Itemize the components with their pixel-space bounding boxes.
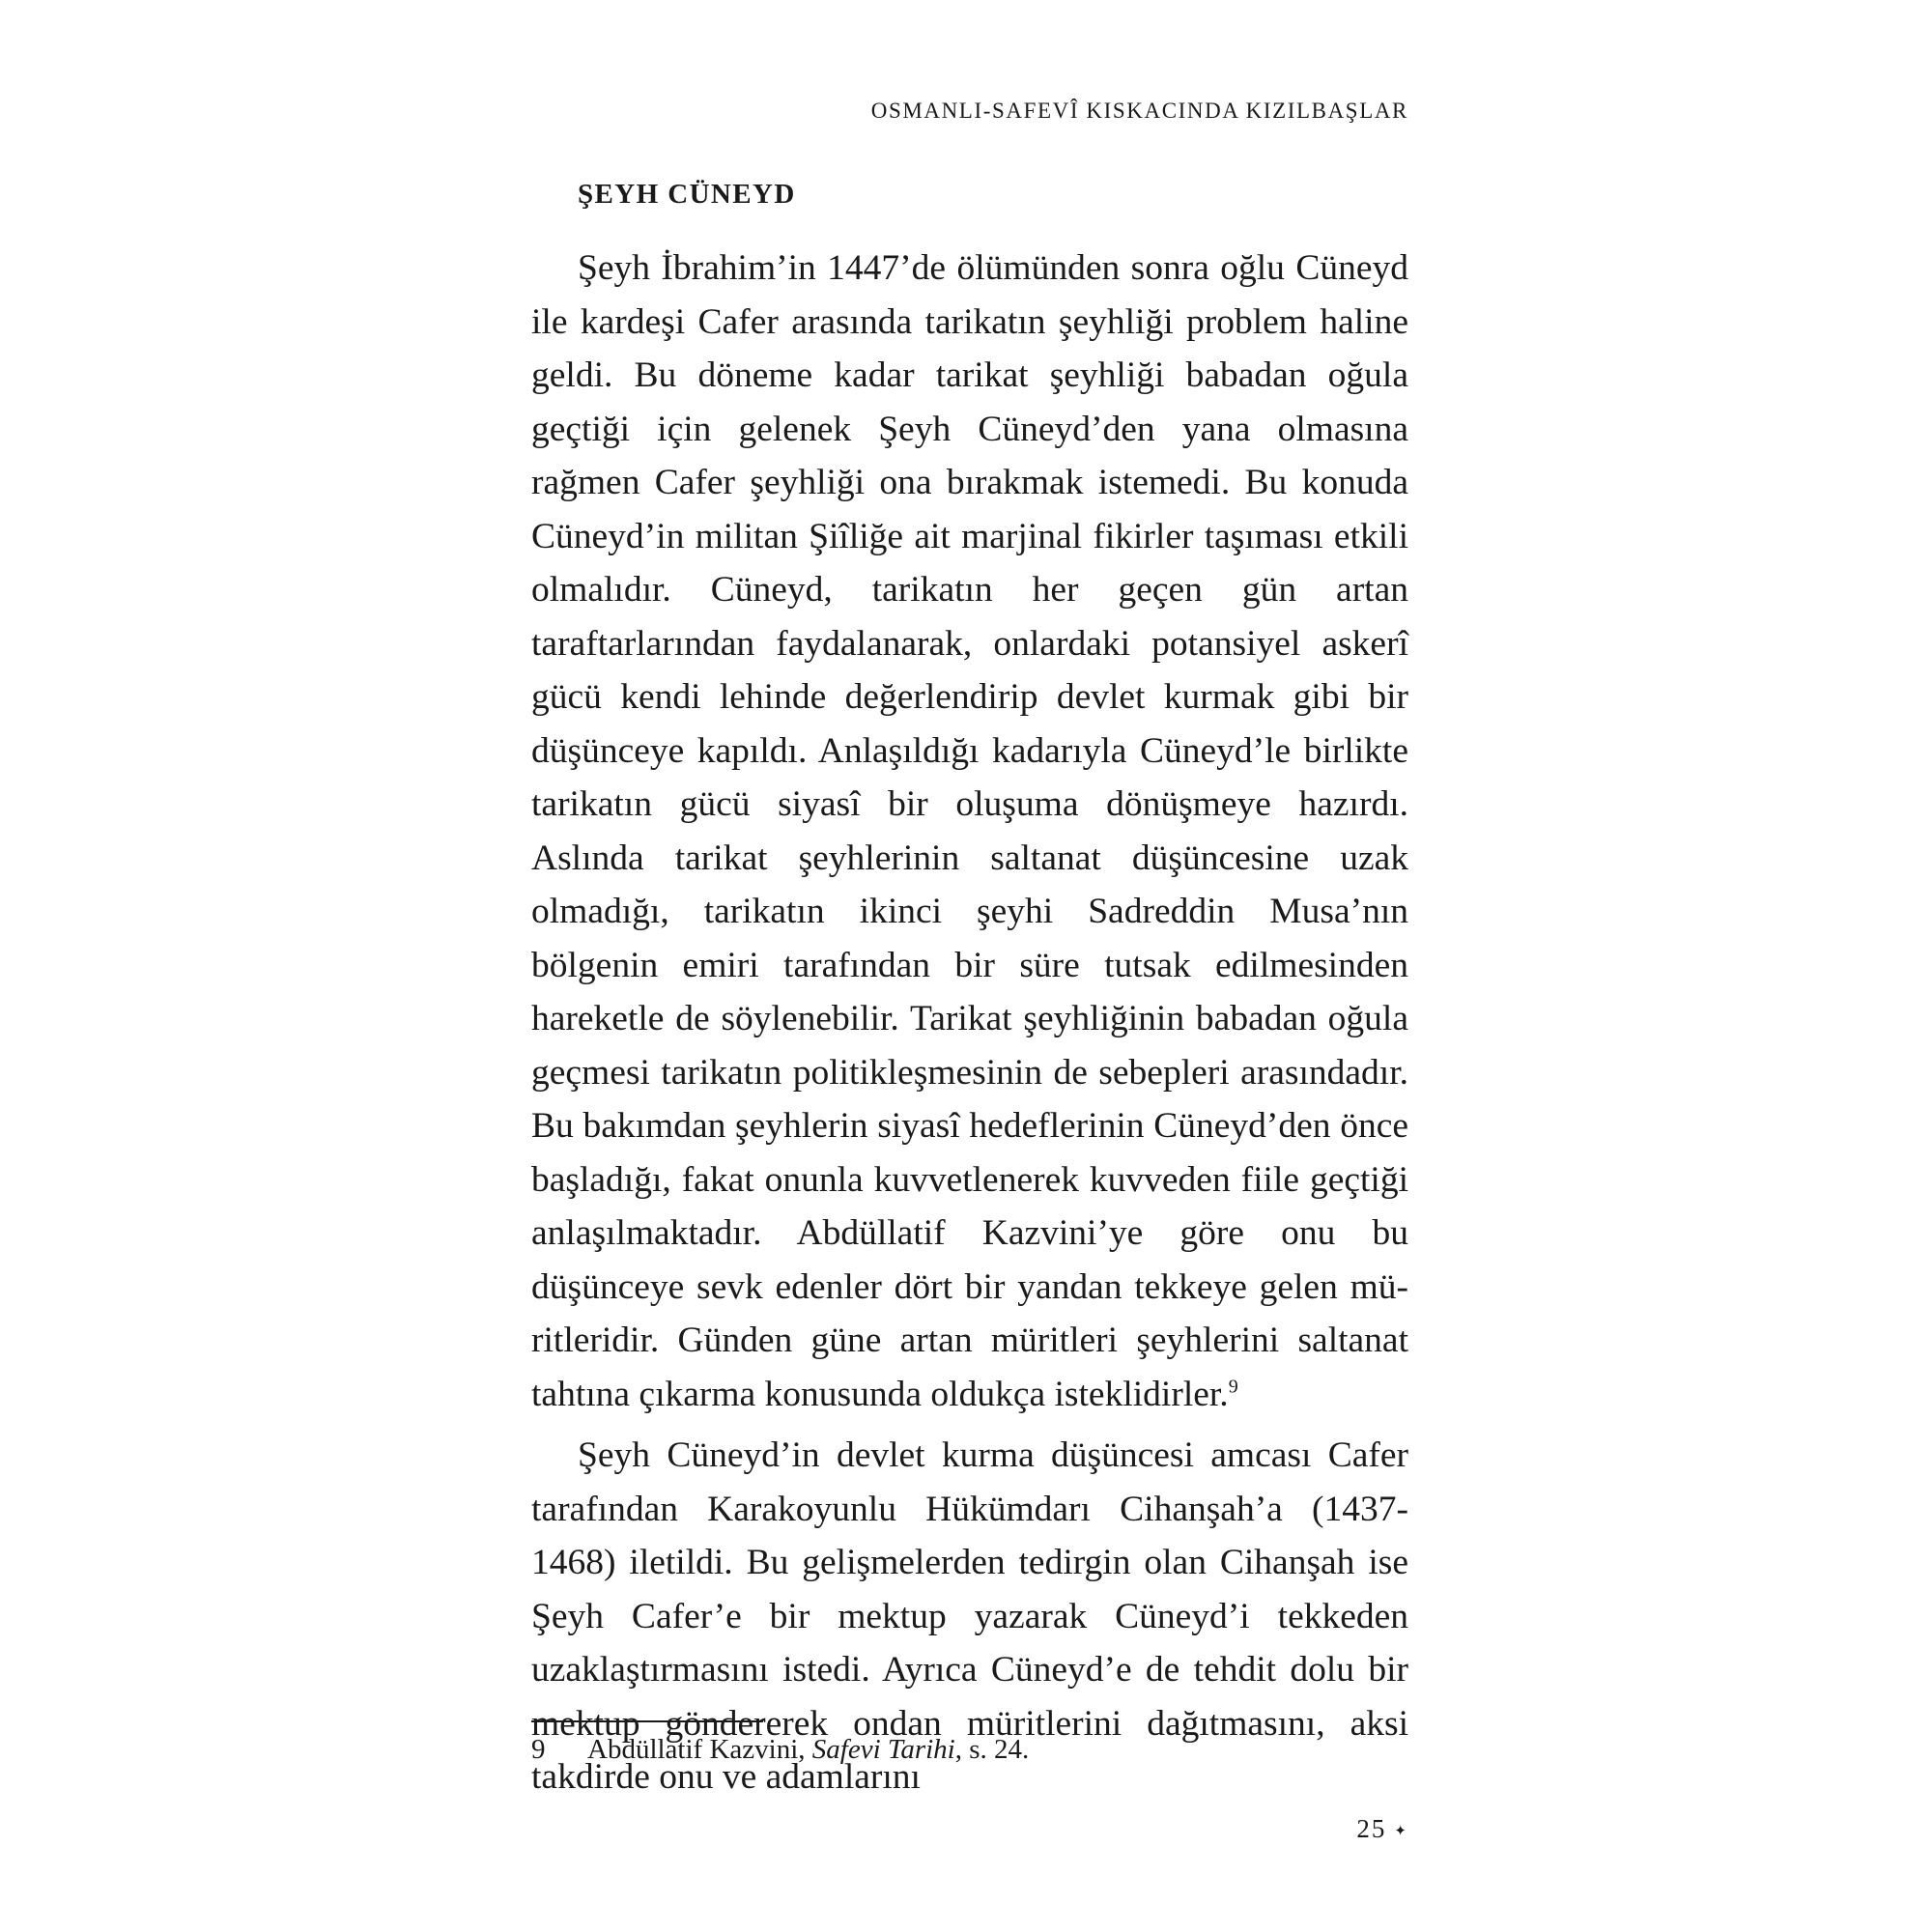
paragraph-2-text: Şeyh Cüneyd’in devlet kurma düşüncesi amcası Cafer tarafından Karakoyunlu Hükümdarı Cihanşah’a (1437-1468) iletildi. Bu gelişmelerden tedirgin olan Cihanşah ise Şeyh Cafer’e bir mektup yazarak Cüneyd’i tekkeden uzaklaştırmasını istedi. Ayrıca Cüneyd’e de tehdit dolu bir mektup göndererek ondan müritlerini dağıtmasını, aksi takdirde onu ve adamlarını: [531, 1435, 1408, 1797]
footnote: [531, 1730, 1408, 1769]
footnote-number: 9: [531, 1734, 546, 1765]
footnote-author: Abdüllatif Kazvini,: [587, 1734, 806, 1765]
footnote-divider: [531, 1720, 763, 1722]
section-heading: ŞEYH CÜNEYD: [578, 179, 796, 210]
footnote-title: Safevi Tarihi: [811, 1734, 955, 1765]
footnote-page: , s. 24.: [954, 1734, 1030, 1765]
page-number: [1356, 1812, 1408, 1848]
paragraph-1: [531, 242, 1408, 1421]
ornament-icon: ✦: [1394, 1824, 1408, 1839]
page-number-value: 25: [1356, 1814, 1387, 1843]
body-text: [531, 242, 1408, 1804]
footnote-reference[interactable]: 9: [1228, 1376, 1238, 1397]
running-header: OSMANLI-SAFEVÎ KISKACINDA KIZILBAŞLAR: [870, 99, 1408, 123]
paragraph-1-text: Şeyh İbrahim’in 1447’de ölümünden sonra oğlu Cüneyd ile kardeşi Cafer arasında tarikatın şeyhliği problem haline geldi. Bu döneme kadar tarikat şeyhliği babadan oğula geçtiği için gelenek Şeyh Cüneyd’den yana olmasına rağmen Cafer şeyhliği ona bırakmak istemedi. Bu konuda Cüneyd’in militan Şiîliğe ait marjinal fikirler taşıması etkili olmalıdır. Cüneyd, tarikatın her geçen gün artan taraftarlarından faydalanarak, onlardaki potansiyel askerî gücü kendi lehinde değerlendirip devlet kurmak gibi bir düşünceye kapıldı. Anlaşıldığı kadarıyla Cüneyd’le birlikte tarikatın gücü siyasî bir oluşuma dönüşmeye hazırdı. Aslında tarikat şeyhlerinin saltanat düşüncesine uzak olmadığı, tarikatın ikinci şeyhi Sadreddin Musa’nın bölgenin emiri tarafından bir süre tutsak edilmesinden hareketle de söylenebilir. Tarikat şeyhliğinin babadan oğula geçmesi tarikatın politikleşmesinin de sebepleri arasındadır. Bu bakımdan şeyhlerin siyasî hedeflerinin Cüneyd’den önce başladığı, fakat onunla kuvvetlenerek kuvveden fiile geçtiği anlaşılmaktadır. Abdüllatif Kazvini’ye göre onu bu düşünceye sevk edenler dört bir yandan tekkeye gelen müritleridir. Günden güne artan müritleri şeyhlerini saltanat tahtına çıkarma konusunda oldukça isteklidirler.: [531, 248, 1408, 1414]
